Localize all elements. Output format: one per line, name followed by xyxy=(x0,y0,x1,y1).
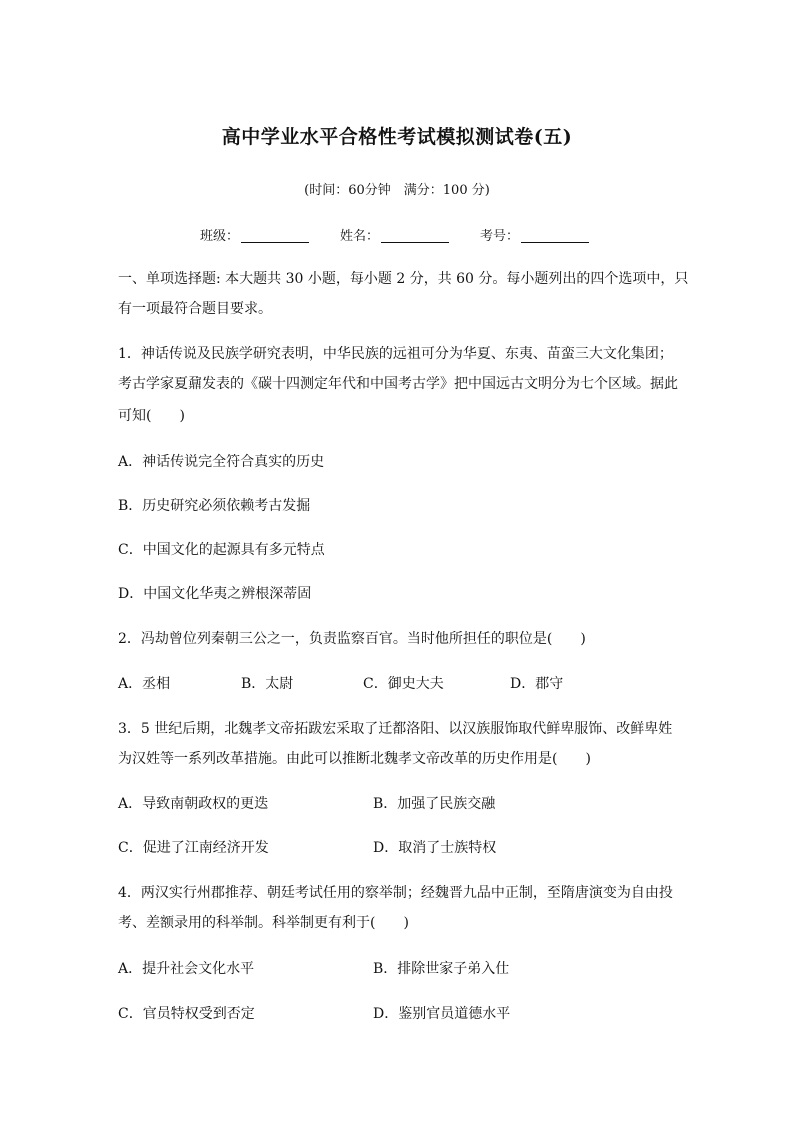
q3-stem-line1: 3．5 世纪后期，北魏孝文帝拓跋宏采取了迁都洛阳、以汉族服饰取代鲜卑服饰、改鲜卑姓 xyxy=(118,721,673,737)
q3-option-a: A．导致南朝政权的更迭 xyxy=(118,796,269,812)
class-blank xyxy=(241,228,309,243)
q2-option-d: D．郡守 xyxy=(510,676,564,692)
q1-option-c: C．中国文化的起源具有多元特点 xyxy=(118,542,325,558)
class-label: 班级： xyxy=(200,229,240,244)
q2-option-a: A．丞相 xyxy=(118,676,171,692)
name-field xyxy=(340,225,449,244)
q1-option-b: B．历史研究必须依赖考古发掘 xyxy=(118,498,311,514)
exam-subtitle: (时间：60分钟 满分：100 分) xyxy=(304,183,490,198)
q4-stem-line2: 考、差额录用的科举制。科举制更有利于( ) xyxy=(118,915,409,931)
name-label: 姓名： xyxy=(340,229,380,244)
q1-option-a: A．神话传说完全符合真实的历史 xyxy=(118,454,325,470)
q3-option-b: B．加强了民族交融 xyxy=(373,796,496,812)
number-label: 考号： xyxy=(480,229,520,244)
q3-option-d: D．取消了士族特权 xyxy=(373,840,497,856)
q4-option-c: C．官员特权受到否定 xyxy=(118,1006,255,1022)
q1-option-d: D．中国文化华夷之辨根深蒂固 xyxy=(118,586,312,602)
q2-option-b: B．太尉 xyxy=(241,676,294,692)
q1-stem-line1: 1．神话传说及民族学研究表明，中华民族的远祖可分为华夏、东夷、苗蛮三大文化集团； xyxy=(118,346,673,362)
name-blank xyxy=(381,228,449,243)
number-field xyxy=(480,225,589,244)
q3-option-c: C．促进了江南经济开发 xyxy=(118,840,269,856)
q4-option-d: D．鉴别官员道德水平 xyxy=(373,1006,511,1022)
q2-option-c: C．御史大夫 xyxy=(363,676,444,692)
section-instruction-line1: 一、单项选择题: 本大题共 30 小题，每小题 2 分，共 60 分。每小题列出的四个选项中，只 xyxy=(118,271,689,287)
q1-stem-line2: 考古学家夏鼐发表的《碳十四测定年代和中国考古学》把中国远古文明分为七个区域。据此 xyxy=(118,376,678,392)
q4-option-b: B．排除世家子弟入仕 xyxy=(373,961,510,977)
student-info-row xyxy=(0,225,794,245)
q4-option-a: A．提升社会文化水平 xyxy=(118,961,255,977)
q1-stem-line3: 可知( ) xyxy=(118,408,185,424)
section-instruction-line2: 有一项最符合题目要求。 xyxy=(118,301,272,317)
number-blank xyxy=(521,228,589,243)
q4-stem-line1: 4．两汉实行州郡推荐、朝廷考试任用的察举制；经魏晋九品中正制，至隋唐演变为自由投 xyxy=(118,885,673,901)
exam-title: 高中学业水平合格性考试模拟测试卷(五) xyxy=(221,126,573,148)
q3-stem-line2: 为汉姓等一系列改革措施。由此可以推断北魏孝文帝改革的历史作用是( ) xyxy=(118,751,591,767)
q2-stem-line1: 2．冯劫曾位列秦朝三公之一，负责监察百官。当时他所担任的职位是( ) xyxy=(118,631,586,647)
class-field xyxy=(200,225,309,244)
